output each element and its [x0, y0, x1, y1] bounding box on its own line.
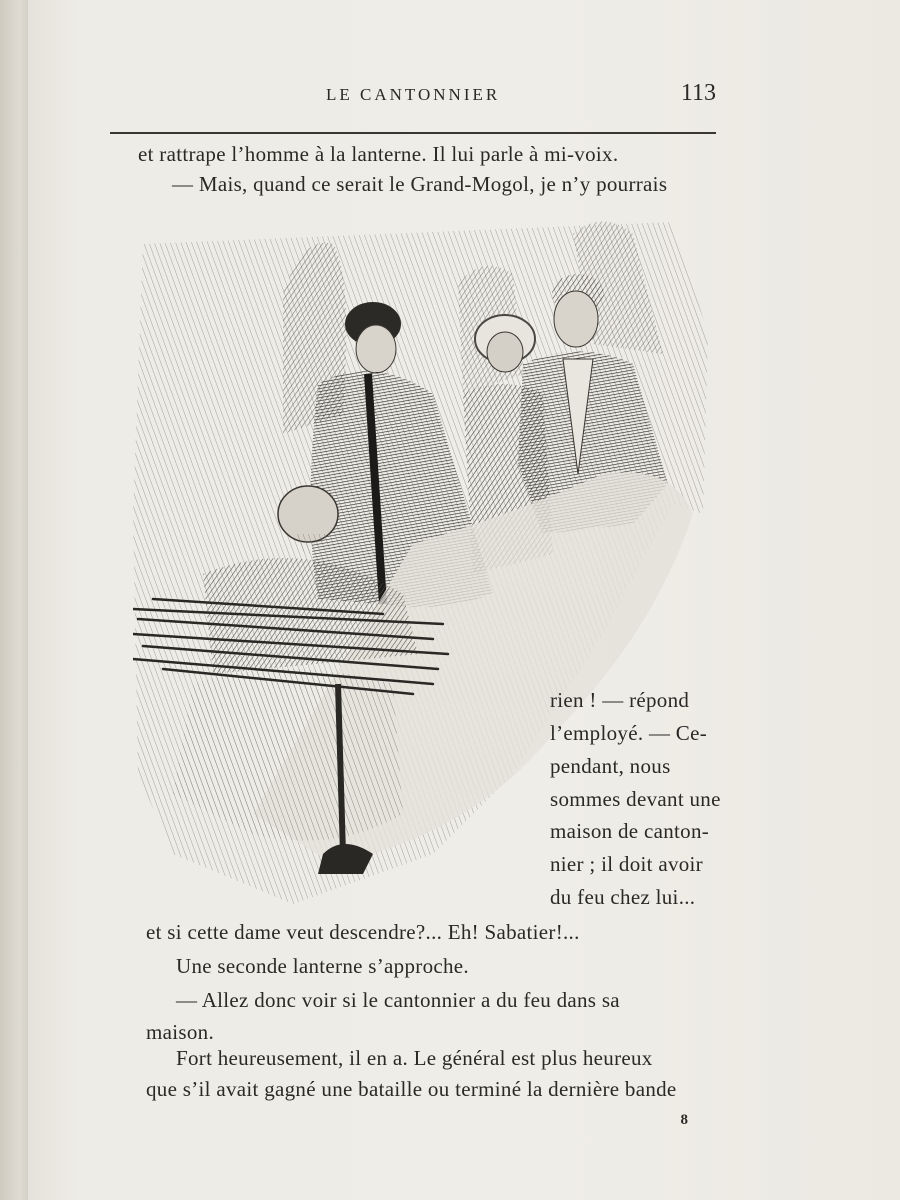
page-header [110, 80, 716, 134]
text-line: nier ; il doit avoir [550, 852, 703, 876]
running-title: LE CANTONNIER [326, 85, 501, 104]
text-line: — Allez donc voir si le cantonnier a du feu dans sa [176, 988, 620, 1012]
text-line: rien ! — répond [550, 688, 690, 712]
text-line: — Mais, quand ce serait le Grand-Mogol, je n’y pourrais [172, 172, 668, 196]
page-number: 113 [680, 80, 716, 106]
signature-mark: 8 [680, 1112, 688, 1128]
text-line: Fort heureusement, il en a. Le général est plus heureux [176, 1046, 653, 1070]
page-left-edge [0, 0, 28, 1200]
text-line: sommes devant une [550, 787, 721, 811]
text-line: que s’il avait gagné une bataille ou terminé la dernière bande [146, 1077, 677, 1101]
text-line: du feu chez lui... [550, 885, 696, 909]
text-line: maison. [146, 1020, 215, 1044]
text-line: et si cette dame veut descendre?... Eh! Sabatier!... [146, 920, 580, 944]
text-line: pendant, nous [550, 754, 671, 778]
text-line: maison de canton- [550, 819, 710, 843]
text-line: l’employé. — Ce- [550, 721, 708, 745]
text-line: Une seconde lanterne s’approche. [176, 954, 469, 978]
text-line: et rattrape l’homme à la lanterne. Il lui parle à mi-voix. [138, 142, 619, 166]
